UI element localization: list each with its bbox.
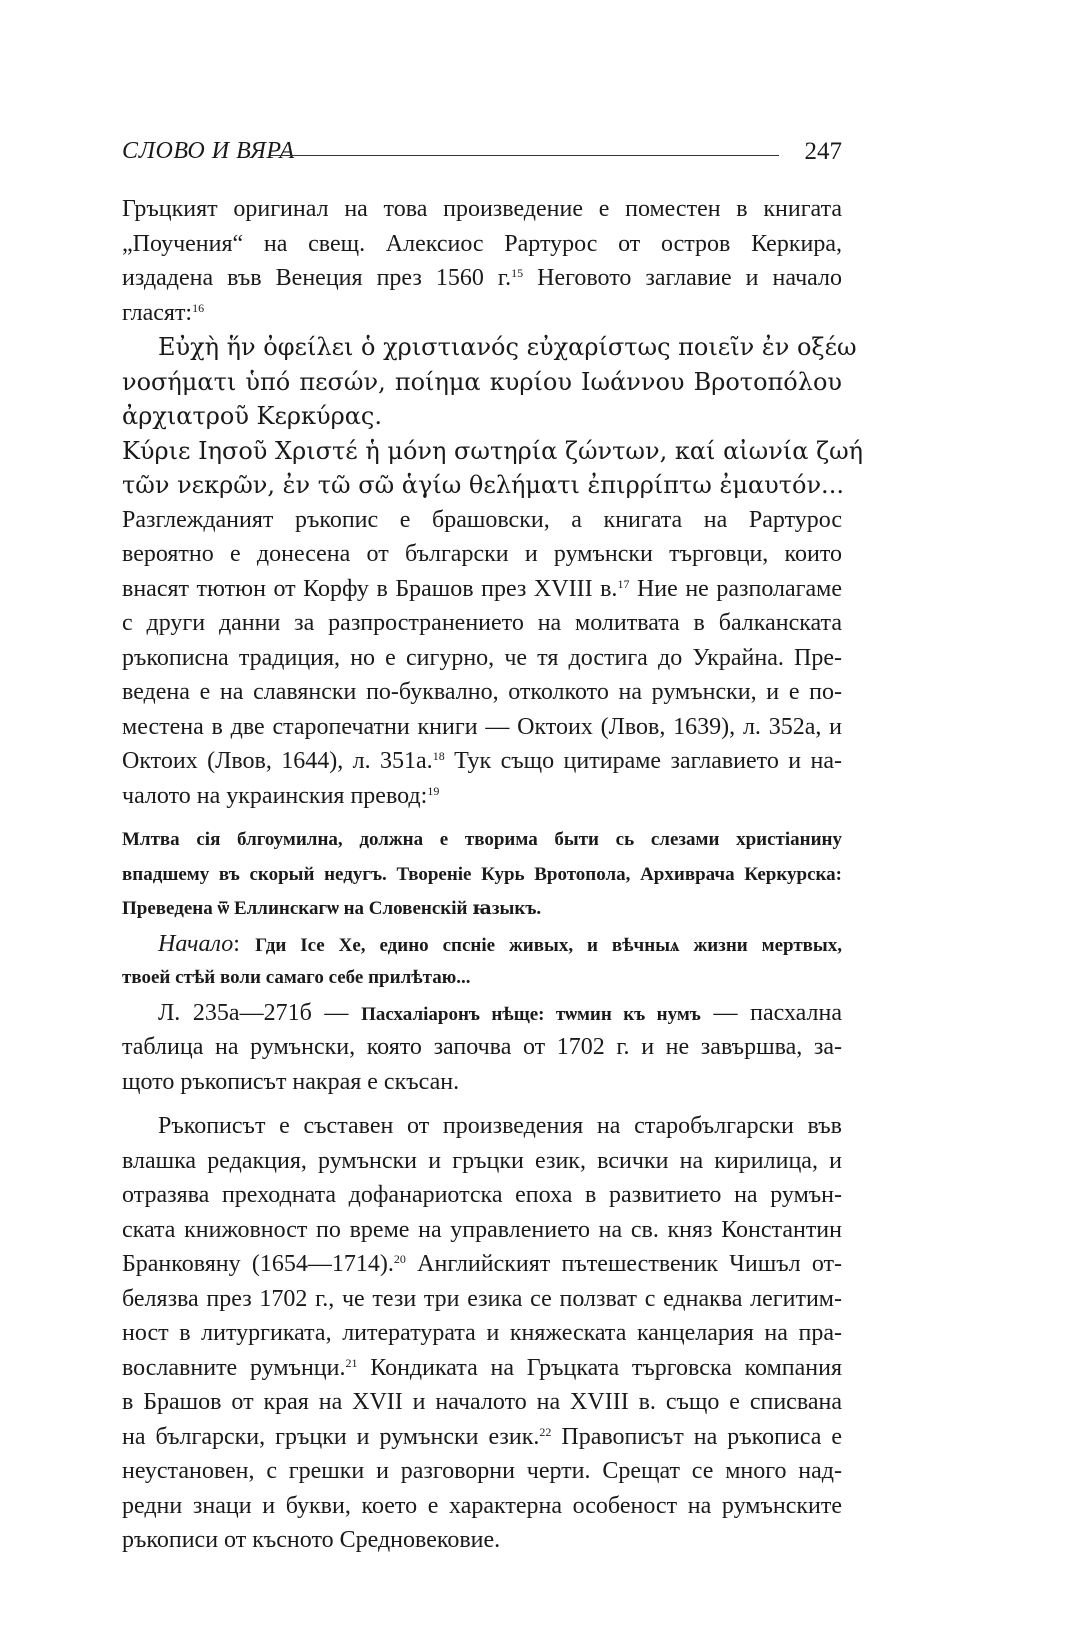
- text-line: отразява преходната дофанариотска епоха в развитието на румън-: [122, 1182, 842, 1208]
- church-slavonic-line: Преведена ѿ Еллинскагѡ на Словенскій ꙗзыкъ.: [122, 898, 542, 919]
- greek-line: νοσήματι ὑπό πεσών, ποίημα κυρίου Ιωάννου Βροτοπόλου: [122, 367, 842, 396]
- footnote-ref: 20: [393, 1252, 406, 1266]
- header-rule: [270, 155, 779, 156]
- text-line: внасят тютюн от Корфу в Брашов през XVIII в.$^{17}$ Ние не разполагаме: [122, 575, 842, 602]
- greek-line: τῶν νεκρῶν, ἐν τῶ σῶ ἁγίω θελήματι ἐπιρρίπτω ἐμαυτόν...: [122, 471, 844, 499]
- text-line: с други данни за разпространението на молитвата в балканската: [122, 610, 842, 636]
- text-line: на български, гръцки и румънски език.$^{22}$ Правописът на ръкописа е: [122, 1423, 842, 1450]
- text-line: ръкописи от късното Средновековие.: [122, 1527, 501, 1553]
- text-line: гласят:$^{16}$: [122, 299, 205, 326]
- text-line: издадена във Венеция през 1560 г.$^{15}$ Неговото заглавие и начало: [122, 265, 842, 291]
- text-line: влашка редакция, румънски и гръцки език, всички на кирилица, и: [122, 1147, 842, 1174]
- footnote-ref: 22: [539, 1424, 552, 1439]
- text-line: редни знаци и букви, което е характерна особеност на румънските: [122, 1492, 842, 1519]
- church-slavonic-line: Млтва сія блгоумилна, должна е творима быти сь слезами христіанину: [122, 829, 842, 850]
- running-header: [122, 138, 842, 170]
- text-line: щото ръкописът накрая е скъсан.: [122, 1068, 460, 1095]
- footnote-ref: 21: [345, 1355, 358, 1370]
- text-line: вероятно е донесена от български и румънски търговци, които: [122, 541, 842, 567]
- text-line: в Брашов от края на XVII и началото на XVIII в. също е списвана: [122, 1389, 842, 1415]
- greek-line: ἀρχιατροῦ Κερκύρας.: [122, 402, 382, 430]
- greek-line: Κύριε Ιησοῦ Χριστέ ἡ μόνη σωτηρία ζώντων, καί αἰωνία ζωή: [122, 436, 864, 465]
- church-slavonic-line: впадшему въ скорый недугъ. Твореніе Курь Вротопола, Архиврача Керкурска:: [122, 863, 842, 885]
- text-line: ръкописна традиция, но е сигурно, че тя достига до Украйна. Пре-: [122, 644, 842, 671]
- text-line: чалото на украинския превод:$^{19}$: [122, 782, 440, 809]
- text-line: вославните румънци.$^{21}$ Кондиката на Гръцката търговска компания: [122, 1354, 843, 1381]
- text-line: ведена е на славянски по-буквално, отколкото на румънски, и е по-: [122, 679, 842, 705]
- text-line: Л. 235а—271б — Пасхаліаронъ нѣще: тѡмин къ нумъ — пасхална: [158, 999, 842, 1026]
- text-line: неустановен, с грешки и разговорни черти. Срещат се много над-: [122, 1458, 842, 1484]
- text-line: Ръкописът е съставен от произведения на старобългарски във: [158, 1113, 842, 1139]
- text-line: Бранковяну (1654—1714).$^{20}$ Английският пътешественик Чишъл от-: [122, 1251, 843, 1277]
- text-line: Октоих (Лвов, 1644), л. 351а.$^{18}$ Тук също цитираме заглавието и на-: [122, 748, 842, 774]
- church-slavonic-line: Начало: Гди Ісе Хе, едино спсніе живых, и вѣчныѧ жизни мертвых,: [158, 930, 843, 957]
- main-text: [122, 192, 864, 1558]
- text-line: Гръцкият оригинал на това произведение е поместен в книгата: [122, 196, 842, 222]
- greek-line: Εὐχὴ ἥν ὀφείλει ὁ χριστιανός εὐχαρίστως ποιεῖν ἐν οξέω: [158, 333, 857, 361]
- footnote-ref: 19: [427, 783, 440, 798]
- text-line: ската книжовност по време на управлението на св. княз Константин: [122, 1216, 842, 1243]
- footnote-ref: 16: [192, 300, 205, 315]
- text-line: „Поучения“ на свещ. Алексиос Рартурос от остров Керкира,: [122, 230, 842, 257]
- footnote-ref: 18: [432, 749, 445, 763]
- text-line: местена в две старопечатни книги — Октоих (Лвов, 1639), л. 352а, и: [122, 713, 842, 740]
- text-line: ност в литургиката, литературата и княжеската канцелария на пра-: [122, 1320, 842, 1346]
- footnote-ref: 17: [617, 576, 630, 591]
- running-title: СЛОВО И ВЯРА: [122, 138, 295, 164]
- page-number: 247: [804, 138, 842, 165]
- text-line: Разглежданият ръкопис е брашовски, а книгата на Рартурос: [122, 506, 842, 533]
- church-slavonic-line: твоей стѣй воли самаго себе прилѣтаю...: [122, 967, 471, 988]
- text-line: таблица на румънски, която започва от 1702 г. и не завършва, за-: [122, 1034, 842, 1060]
- text-line: белязва през 1702 г., че тези три езика се ползват с еднаква легитим-: [122, 1285, 842, 1312]
- footnote-ref: 15: [511, 266, 524, 280]
